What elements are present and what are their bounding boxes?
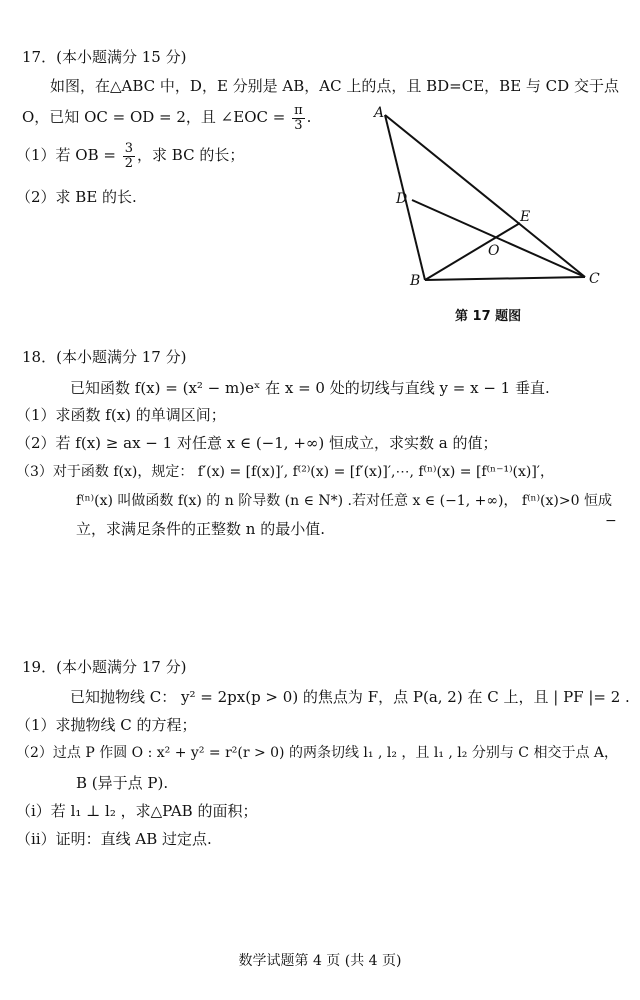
label-d: D (396, 191, 408, 207)
q18-part1: （1）求函数 f(x) 的单调区间； (16, 406, 226, 424)
q18-intro: 已知函数 f(x) = (x² − m)eˣ 在 x = 0 处的切线与直线 y = x − 1 垂直. (70, 379, 550, 397)
label-o: O (488, 243, 500, 259)
page-footer: 数学试题第 4 页 (共 4 页) (238, 953, 402, 969)
q17-triangle-figure (360, 95, 610, 300)
q17-ob-num: 3 (124, 140, 134, 156)
q18-part2: （2）若 f(x) ≥ ax − 1 对任意 x ∈ (−1, +∞) 恒成立，求实数 a 的值； (16, 434, 498, 452)
q17-part1-end: ，求 BC 的长； (137, 146, 245, 164)
q17-ob-fraction (123, 142, 135, 171)
q17-figure-caption: 第 17 题图 (455, 309, 522, 324)
q19-part2-line2: B (异于点 P). (76, 774, 169, 792)
q17-line2-end: . (306, 108, 312, 126)
edge-ac (385, 115, 585, 277)
q17-part2: （2）求 BE 的长. (16, 188, 137, 206)
q18-part3-line3: 立，求满足条件的正整数 n 的最小值. (76, 520, 325, 538)
q19-part1: （1）求抛物线 C 的方程； (16, 716, 197, 734)
label-b: B (410, 273, 421, 289)
q19-part2-line1: （2）过点 P 作圆 O : x² + y² = r²(r > 0) 的两条切线 l₁ , l₂ ，且 l₁ , l₂ 分别与 C 相交于点 A， (16, 745, 619, 761)
q18-part3-line1: （3）对于函数 f(x)，规定： f′(x) = [f(x)]′, f⁽²⁾(x) = [f′(x)]′,⋯, f⁽ⁿ⁾(x) = [f⁽ⁿ⁻¹⁾(x)]′， (16, 464, 554, 480)
q17-part1-text: （1）若 OB = (16, 146, 116, 164)
margin-mark: − (605, 513, 617, 529)
q19-header: 19．(本小题满分 17 分) (22, 658, 187, 676)
q17-header: 17．(本小题满分 15 分) (22, 48, 187, 66)
q17-line2 (22, 102, 311, 132)
q17-angle-den: 3 (294, 117, 303, 133)
q17-angle-fraction (292, 104, 305, 133)
label-c: C (589, 271, 600, 287)
label-e: E (520, 209, 531, 225)
q17-ob-den: 2 (124, 155, 134, 171)
label-a: A (374, 105, 385, 121)
q18-header: 18．(本小题满分 17 分) (22, 348, 187, 366)
q17-part1 (16, 140, 244, 170)
q19-part-i: （ⅰ）若 l₁ ⊥ l₂ ，求△PAB 的面积； (16, 802, 258, 820)
segment-cd (412, 200, 585, 277)
segment-be (425, 223, 520, 280)
q18-part3-line2: f⁽ⁿ⁾(x) 叫做函数 f(x) 的 n 阶导数 (n ∈ N*) .若对任意 x ∈ (−1, +∞)， f⁽ⁿ⁾(x)>0 恒成 (76, 493, 612, 509)
q19-part-ii: （ⅱ）证明：直线 AB 过定点. (16, 830, 212, 848)
q17-line1: 如图，在△ABC 中，D，E 分别是 AB，AC 上的点，且 BD=CE，BE 与 CD 交于点 (50, 77, 619, 95)
edge-bc (425, 277, 585, 280)
q17-angle-num: π (294, 102, 303, 118)
q17-line2-text: O，已知 OC = OD = 2，且 ∠EOC = (22, 108, 286, 126)
q19-intro: 已知抛物线 C： y² = 2px(p > 0) 的焦点为 F，点 P(a, 2) 在 C 上，且 | PF |= 2 . (70, 688, 630, 706)
